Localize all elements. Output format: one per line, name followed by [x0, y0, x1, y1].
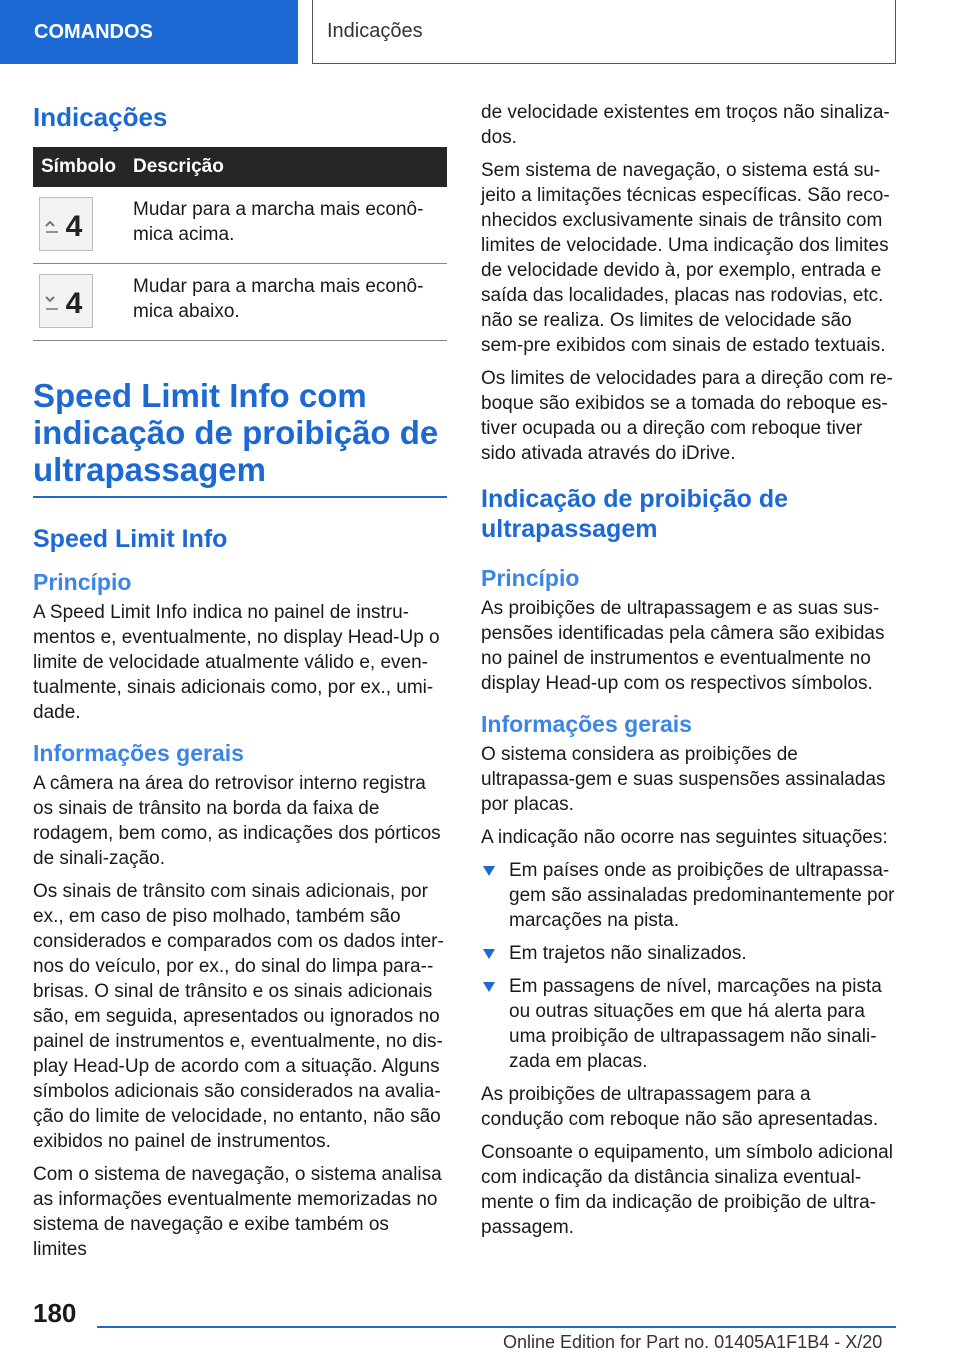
- column-header-symbol: Símbolo: [33, 147, 125, 187]
- triangle-bullet-icon: [483, 949, 495, 959]
- table-row: [33, 264, 447, 341]
- principle-heading: Princípio: [33, 569, 132, 595]
- right-column: [481, 96, 897, 1248]
- paragraph: A câmera na área do retrovisor interno registra os sinais de trânsito na borda da faixa de rodagem, bem como, as indicações dos pórticos de sinali-zação.: [33, 773, 441, 869]
- edition-footer: Online Edition for Part no. 01405A1F1B4 - X/20: [503, 1332, 883, 1352]
- page-number: 180: [33, 1298, 77, 1328]
- paragraph: de velocidade existentes em troços não sinaliza-dos.: [481, 102, 890, 148]
- triangle-bullet-icon: [483, 866, 495, 876]
- triangle-bullet-icon: [483, 982, 495, 992]
- paragraph: O sistema considera as proibições de ultrapassa-gem e suas suspensões assinaladas por placas.: [481, 744, 886, 815]
- left-column: [33, 96, 447, 1270]
- list-item: Em países onde as proibições de ultrapassa-gem são assinaladas predominantemente por marcações na pista.: [481, 858, 897, 933]
- gear-digit: 4: [65, 210, 83, 243]
- chapter-label: COMANDOS: [34, 20, 153, 43]
- upshift-indicator-icon: [39, 197, 93, 251]
- situation-list: [481, 858, 897, 1074]
- row-description: Mudar para a marcha mais econô-mica abaixo.: [125, 264, 447, 341]
- footer-divider: [97, 1326, 896, 1328]
- principle-paragraph: As proibições de ultrapassagem e as suas sus-pensões identificadas pela câmera são exibidas no painel de instrumentos e eventualmente no display Head-up com os respectivos símbolos.: [481, 598, 885, 694]
- principle-heading: Princípio: [481, 565, 580, 591]
- table-header-row: [33, 147, 447, 187]
- column-header-description: Descrição: [125, 147, 447, 187]
- paragraph: Consoante o equipamento, um símbolo adicional com indicação da distância sinaliza eventual-mente o fim da indicação de proibição de ultra-passagem.: [481, 1142, 893, 1238]
- paragraph: Sem sistema de navegação, o sistema está su-jeito a limitações técnicas específicas. São reco-nhecidos exclusivamente sinais de trânsito com limites de velocidade. Uma indicação dos limites de velocidade devido à, por exemplo, entrada e saída das localidades, placas nas rodovias, etc. não se realiza. Os limites de velocidade são sem-pre exibidos com sinais de estado textuais.: [481, 160, 890, 356]
- general-info-heading: Informações gerais: [33, 740, 244, 766]
- table-row: [33, 187, 447, 264]
- downshift-indicator-icon: [39, 274, 93, 328]
- section-header: [312, 0, 896, 64]
- principle-paragraph: A Speed Limit Info indica no painel de instru-mentos e, eventualmente, no display Head-Up o limite de velocidade atualmente válido e, even-tualmente, sinais adicionais como, por ex., umi-dade.: [33, 602, 440, 723]
- gear-digit: 4: [65, 287, 83, 320]
- paragraph: A indicação não ocorre nas seguintes situações:: [481, 827, 888, 848]
- chapter-tab: [0, 0, 298, 64]
- subsection-heading: Speed Limit Info: [33, 525, 228, 553]
- indicator-table: [33, 147, 447, 341]
- list-item: Em passagens de nível, marcações na pista ou outras situações em que há alerta para uma proibição de ultrapassagem não sinali-zada em placas.: [481, 974, 897, 1074]
- paragraph: Os sinais de trânsito com sinais adicionais, por ex., em caso de piso molhado, também são considerados e comparados com os dados inter-nos do veículo, por ex., do sinal do limpa para--brisas. O sinal de trânsito e os sinais adicionais são, em seguida, apresentados ou ignorados no painel de instrumentos e, eventualmente, no dis-play Head-Up de acordo com a situação. Alguns símbolos adicionais são considerados na avalia-ção do limite de velocidade, no entanto, não são exibidos no painel de instrumentos.: [33, 881, 444, 1152]
- section-label: Indicações: [327, 20, 423, 42]
- row-description: Mudar para a marcha mais econô-mica acima.: [125, 187, 447, 264]
- paragraph: Com o sistema de navegação, o sistema analisa as informações eventualmente memorizadas no sistema de navegação e exibe também os limites: [33, 1164, 442, 1260]
- chapter-heading: Speed Limit Info com indicação de proibição de ultrapassagem: [33, 377, 447, 498]
- paragraph: As proibições de ultrapassagem para a condução com reboque não são apresentadas.: [481, 1084, 879, 1130]
- paragraph: Os limites de velocidades para a direção com re-boque são exibidos se a tomada do reboque es-tiver ocupada ou a direção com reboque tiver sido ativada através do iDrive.: [481, 368, 893, 464]
- general-info-heading: Informações gerais: [481, 711, 692, 737]
- list-item: Em trajetos não sinalizados.: [481, 941, 897, 966]
- subsection-heading: Indicação de proibição de ultrapassagem: [481, 485, 789, 543]
- section-title: Indicações: [33, 102, 168, 132]
